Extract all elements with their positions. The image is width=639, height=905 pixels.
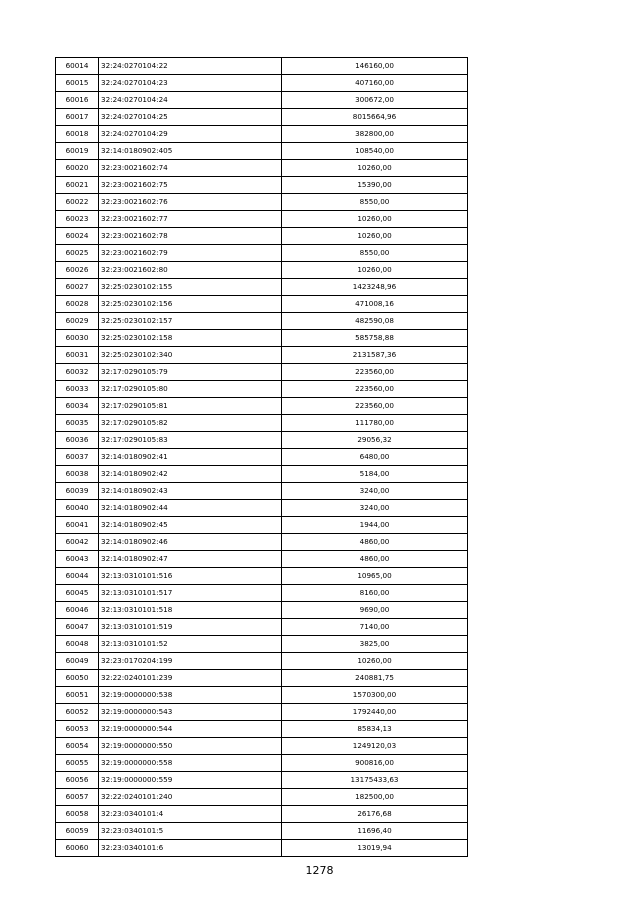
cadastral-number-cell: 32:23:0021602:74 — [99, 160, 282, 177]
cadastral-number-cell: 32:19:0000000:538 — [99, 687, 282, 704]
row-id-cell: 60037 — [56, 449, 99, 466]
cadastral-number-cell: 32:14:0180902:41 — [99, 449, 282, 466]
cadastral-number-cell: 32:14:0180902:45 — [99, 517, 282, 534]
table-row — [56, 279, 468, 296]
value-cell: 1249120,03 — [282, 738, 468, 755]
row-id-cell: 60031 — [56, 347, 99, 364]
table-row — [56, 721, 468, 738]
cadastral-number-cell: 32:23:0340101:6 — [99, 840, 282, 857]
row-id-cell: 60060 — [56, 840, 99, 857]
table-body — [56, 58, 468, 857]
value-cell: 223560,00 — [282, 381, 468, 398]
row-id-cell: 60042 — [56, 534, 99, 551]
row-id-cell: 60041 — [56, 517, 99, 534]
table-row — [56, 466, 468, 483]
cadastral-number-cell: 32:24:0270104:24 — [99, 92, 282, 109]
row-id-cell: 60024 — [56, 228, 99, 245]
table-row — [56, 449, 468, 466]
row-id-cell: 60020 — [56, 160, 99, 177]
row-id-cell: 60056 — [56, 772, 99, 789]
cadastral-number-cell: 32:23:0170204:199 — [99, 653, 282, 670]
row-id-cell: 60053 — [56, 721, 99, 738]
row-id-cell: 60038 — [56, 466, 99, 483]
table-row — [56, 602, 468, 619]
row-id-cell: 60036 — [56, 432, 99, 449]
table-row — [56, 75, 468, 92]
row-id-cell: 60051 — [56, 687, 99, 704]
value-cell: 108540,00 — [282, 143, 468, 160]
cadastral-number-cell: 32:23:0021602:78 — [99, 228, 282, 245]
cadastral-number-cell: 32:19:0000000:543 — [99, 704, 282, 721]
cadastral-number-cell: 32:14:0180902:43 — [99, 483, 282, 500]
table-row — [56, 534, 468, 551]
value-cell: 482590,08 — [282, 313, 468, 330]
row-id-cell: 60028 — [56, 296, 99, 313]
row-id-cell: 60023 — [56, 211, 99, 228]
value-cell: 8550,00 — [282, 194, 468, 211]
table-row — [56, 126, 468, 143]
row-id-cell: 60021 — [56, 177, 99, 194]
row-id-cell: 60047 — [56, 619, 99, 636]
value-cell: 13175433,63 — [282, 772, 468, 789]
value-cell: 5184,00 — [282, 466, 468, 483]
row-id-cell: 60015 — [56, 75, 99, 92]
table-row — [56, 347, 468, 364]
cadastral-number-cell: 32:23:0340101:5 — [99, 823, 282, 840]
row-id-cell: 60050 — [56, 670, 99, 687]
row-id-cell: 60025 — [56, 245, 99, 262]
cadastral-number-cell: 32:23:0021602:75 — [99, 177, 282, 194]
table-row — [56, 517, 468, 534]
value-cell: 85834,13 — [282, 721, 468, 738]
table-row — [56, 789, 468, 806]
row-id-cell: 60034 — [56, 398, 99, 415]
value-cell: 585758,88 — [282, 330, 468, 347]
value-cell: 2131587,36 — [282, 347, 468, 364]
value-cell: 15390,00 — [282, 177, 468, 194]
table-row — [56, 381, 468, 398]
value-cell: 146160,00 — [282, 58, 468, 75]
cadastral-number-cell: 32:14:0180902:47 — [99, 551, 282, 568]
value-cell: 223560,00 — [282, 364, 468, 381]
row-id-cell: 60054 — [56, 738, 99, 755]
row-id-cell: 60043 — [56, 551, 99, 568]
row-id-cell: 60032 — [56, 364, 99, 381]
cadastral-number-cell: 32:22:0240101:239 — [99, 670, 282, 687]
row-id-cell: 60018 — [56, 126, 99, 143]
row-id-cell: 60017 — [56, 109, 99, 126]
row-id-cell: 60049 — [56, 653, 99, 670]
table-row — [56, 823, 468, 840]
row-id-cell: 60040 — [56, 500, 99, 517]
table-row — [56, 738, 468, 755]
table-row — [56, 772, 468, 789]
value-cell: 26176,68 — [282, 806, 468, 823]
table-row — [56, 704, 468, 721]
row-id-cell: 60044 — [56, 568, 99, 585]
table-row — [56, 160, 468, 177]
cadastral-number-cell: 32:13:0310101:518 — [99, 602, 282, 619]
cadastral-number-cell: 32:24:0270104:25 — [99, 109, 282, 126]
cadastral-number-cell: 32:24:0270104:29 — [99, 126, 282, 143]
value-cell: 3240,00 — [282, 500, 468, 517]
page-number: 1278 — [305, 864, 334, 877]
value-cell: 10260,00 — [282, 653, 468, 670]
value-cell: 240881,75 — [282, 670, 468, 687]
table-row — [56, 687, 468, 704]
row-id-cell: 60027 — [56, 279, 99, 296]
value-cell: 6480,00 — [282, 449, 468, 466]
cadastral-number-cell: 32:13:0310101:519 — [99, 619, 282, 636]
row-id-cell: 60039 — [56, 483, 99, 500]
row-id-cell: 60029 — [56, 313, 99, 330]
value-cell: 3240,00 — [282, 483, 468, 500]
cadastral-number-cell: 32:14:0180902:46 — [99, 534, 282, 551]
table-row — [56, 194, 468, 211]
value-cell: 13019,94 — [282, 840, 468, 857]
table-row — [56, 92, 468, 109]
value-cell: 10260,00 — [282, 160, 468, 177]
table-row — [56, 211, 468, 228]
value-cell: 382800,00 — [282, 126, 468, 143]
value-cell: 10260,00 — [282, 211, 468, 228]
value-cell: 1423248,96 — [282, 279, 468, 296]
table-row — [56, 551, 468, 568]
cadastral-number-cell: 32:17:0290105:80 — [99, 381, 282, 398]
cadastral-number-cell: 32:19:0000000:544 — [99, 721, 282, 738]
cadastral-number-cell: 32:13:0310101:517 — [99, 585, 282, 602]
cadastral-number-cell: 32:23:0340101:4 — [99, 806, 282, 823]
value-cell: 182500,00 — [282, 789, 468, 806]
table-row — [56, 500, 468, 517]
cadastral-number-cell: 32:19:0000000:550 — [99, 738, 282, 755]
cadastral-number-cell: 32:13:0310101:516 — [99, 568, 282, 585]
value-cell: 900816,00 — [282, 755, 468, 772]
row-id-cell: 60030 — [56, 330, 99, 347]
table-row — [56, 619, 468, 636]
cadastral-number-cell: 32:23:0021602:77 — [99, 211, 282, 228]
table-row — [56, 415, 468, 432]
table-row — [56, 840, 468, 857]
table-row — [56, 483, 468, 500]
cadastral-number-cell: 32:17:0290105:83 — [99, 432, 282, 449]
table-row — [56, 755, 468, 772]
value-cell: 8015664,96 — [282, 109, 468, 126]
table-row — [56, 636, 468, 653]
value-cell: 471008,16 — [282, 296, 468, 313]
table-row — [56, 653, 468, 670]
cadastral-number-cell: 32:13:0310101:52 — [99, 636, 282, 653]
cadastral-number-cell: 32:24:0270104:22 — [99, 58, 282, 75]
value-cell: 1570300,00 — [282, 687, 468, 704]
cadastral-number-cell: 32:19:0000000:559 — [99, 772, 282, 789]
table-row — [56, 143, 468, 160]
cadastral-number-cell: 32:23:0021602:79 — [99, 245, 282, 262]
row-id-cell: 60019 — [56, 143, 99, 160]
cadastral-number-cell: 32:25:0230102:157 — [99, 313, 282, 330]
value-cell: 8160,00 — [282, 585, 468, 602]
table-row — [56, 228, 468, 245]
cadastral-number-cell: 32:14:0180902:405 — [99, 143, 282, 160]
cadastral-number-cell: 32:25:0230102:340 — [99, 347, 282, 364]
table-row — [56, 313, 468, 330]
table-row — [56, 58, 468, 75]
value-cell: 10260,00 — [282, 228, 468, 245]
table-row — [56, 177, 468, 194]
table-row — [56, 398, 468, 415]
value-cell: 1944,00 — [282, 517, 468, 534]
cadastral-number-cell: 32:24:0270104:23 — [99, 75, 282, 92]
row-id-cell: 60058 — [56, 806, 99, 823]
row-id-cell: 60052 — [56, 704, 99, 721]
cadastral-number-cell: 32:14:0180902:42 — [99, 466, 282, 483]
table-row — [56, 585, 468, 602]
cadastral-number-cell: 32:17:0290105:81 — [99, 398, 282, 415]
value-cell: 300672,00 — [282, 92, 468, 109]
value-cell: 10260,00 — [282, 262, 468, 279]
row-id-cell: 60046 — [56, 602, 99, 619]
table-row — [56, 245, 468, 262]
table-row — [56, 568, 468, 585]
table-row — [56, 670, 468, 687]
value-cell: 29056,32 — [282, 432, 468, 449]
row-id-cell: 60055 — [56, 755, 99, 772]
row-id-cell: 60057 — [56, 789, 99, 806]
table-row — [56, 432, 468, 449]
cadastral-number-cell: 32:17:0290105:82 — [99, 415, 282, 432]
table-row — [56, 364, 468, 381]
cadastral-number-cell: 32:25:0230102:155 — [99, 279, 282, 296]
row-id-cell: 60026 — [56, 262, 99, 279]
cadastral-number-cell: 32:23:0021602:76 — [99, 194, 282, 211]
cadastral-number-cell: 32:19:0000000:558 — [99, 755, 282, 772]
data-table — [55, 57, 468, 857]
value-cell: 407160,00 — [282, 75, 468, 92]
row-id-cell: 60059 — [56, 823, 99, 840]
row-id-cell: 60014 — [56, 58, 99, 75]
value-cell: 4860,00 — [282, 551, 468, 568]
row-id-cell: 60045 — [56, 585, 99, 602]
cadastral-number-cell: 32:23:0021602:80 — [99, 262, 282, 279]
cadastral-number-cell: 32:22:0240101:240 — [99, 789, 282, 806]
table-row — [56, 330, 468, 347]
cadastral-number-cell: 32:25:0230102:158 — [99, 330, 282, 347]
row-id-cell: 60033 — [56, 381, 99, 398]
table-row — [56, 806, 468, 823]
value-cell: 3825,00 — [282, 636, 468, 653]
value-cell: 4860,00 — [282, 534, 468, 551]
value-cell: 7140,00 — [282, 619, 468, 636]
value-cell: 8550,00 — [282, 245, 468, 262]
row-id-cell: 60035 — [56, 415, 99, 432]
cadastral-number-cell: 32:14:0180902:44 — [99, 500, 282, 517]
value-cell: 9690,00 — [282, 602, 468, 619]
value-cell: 10965,00 — [282, 568, 468, 585]
table-row — [56, 109, 468, 126]
row-id-cell: 60048 — [56, 636, 99, 653]
value-cell: 11696,40 — [282, 823, 468, 840]
row-id-cell: 60022 — [56, 194, 99, 211]
value-cell: 223560,00 — [282, 398, 468, 415]
cadastral-number-cell: 32:25:0230102:156 — [99, 296, 282, 313]
row-id-cell: 60016 — [56, 92, 99, 109]
cadastral-number-cell: 32:17:0290105:79 — [99, 364, 282, 381]
table-row — [56, 296, 468, 313]
value-cell: 1792440,00 — [282, 704, 468, 721]
value-cell: 111780,00 — [282, 415, 468, 432]
table-row — [56, 262, 468, 279]
